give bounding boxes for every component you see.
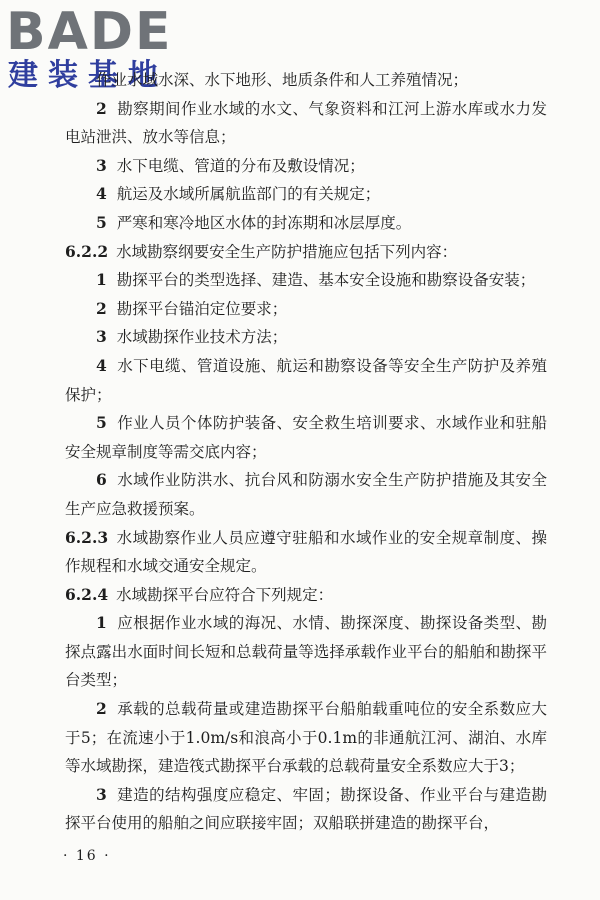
paragraph-text: 承载的总载荷量或建造勘探平台船舶载重吨位的安全系数应大于5；在流速小于1.0m/s和浪高小于0.1m的非通航江河、湖泊、水库等水域勘探，建造筏式勘探平台承载的总载荷量安全系数应大于3；: [65, 700, 547, 776]
logo-wordmark: BADE: [6, 2, 173, 62]
clause-number: 6.2.4: [65, 584, 109, 604]
paragraph-text: 水下电缆、管道的分布及敷设情况；: [116, 156, 365, 175]
list-item-paragraph: [65, 66, 547, 95]
list-item-paragraph: [65, 209, 547, 238]
list-item-paragraph: [65, 409, 547, 466]
item-number: 6: [96, 470, 107, 490]
item-number: 5: [96, 413, 107, 433]
item-number: 4: [96, 355, 107, 375]
item-number: 3: [96, 784, 107, 804]
paragraph-text: 作业人员个体防护装备、安全救生培训要求、水域作业和驻船安全规章制度等需交底内容；: [65, 414, 547, 461]
paragraph-text: 水域勘探平台应符合下列规定：: [116, 585, 334, 604]
clause-paragraph: [65, 581, 547, 610]
item-number: 5: [96, 212, 107, 232]
list-item-paragraph: [65, 295, 547, 324]
list-item-paragraph: [65, 466, 547, 523]
paragraph-text: 建造的结构强度应稳定、牢固；勘探设备、作业平台与建造勘探平台使用的船舶之间应联接牢固；双船联拼建造的勘探平台，: [65, 785, 547, 833]
list-item-paragraph: [65, 781, 547, 838]
list-item-paragraph: [65, 266, 547, 295]
item-number: 1: [96, 270, 107, 290]
item-number: 2: [96, 98, 107, 118]
paragraph-text: 勘察期间作业水域的水文、气象资料和江河上游水库或水力发电站泄洪、放水等信息；: [65, 99, 547, 147]
clause-number: 6.2.3: [65, 527, 109, 547]
paragraph-text: 水域勘察纲要安全生产防护措施应包括下列内容：: [116, 242, 458, 261]
paragraph-text: 水下电缆、管道设施、航运和勘察设备等安全生产防护及养殖保护；: [65, 356, 547, 404]
paragraph-text: 严寒和寒冷地区水体的封冻期和冰层厚度。: [116, 213, 412, 232]
list-item-paragraph: [65, 180, 547, 209]
item-number: 2: [96, 699, 107, 719]
paragraph-text: 航运及水域所属航监部门的有关规定；: [116, 185, 381, 204]
logo-chinese-name: 建装基地: [8, 58, 168, 93]
paragraph-text: 水域勘察作业人员应遵守驻船和水域作业的安全规章制度、操作规程和水域交通安全规定。: [65, 528, 547, 576]
item-number: 4: [96, 184, 107, 204]
paragraph-text: 作业水域水深、水下地形、地质条件和人工养殖情况；: [96, 71, 469, 89]
clause-paragraph: [65, 524, 547, 581]
paragraph-text: 勘探平台的类型选择、建造、基本安全设施和勘察设备安装；: [116, 271, 536, 290]
list-item-paragraph: [65, 323, 547, 352]
item-number: 2: [96, 298, 107, 318]
list-item-paragraph: [65, 95, 547, 152]
list-item-paragraph: [65, 152, 547, 181]
page-number: · 16 ·: [63, 848, 111, 864]
item-number: 3: [96, 327, 107, 347]
paragraph-text: 应根据作业水域的海况、水情、勘探深度、勘探设备类型、勘探点露出水面时间长短和总载荷量等选择承载作业平台的船舶和勘探平台类型；: [65, 614, 547, 690]
list-item-paragraph: [65, 609, 547, 695]
paragraph-text: 水域作业防洪水、抗台风和防溺水安全生产防护措施及其安全生产应急救援预案。: [65, 471, 547, 518]
paragraph-text: 勘探平台锚泊定位要求；: [116, 299, 288, 318]
list-item-paragraph: [65, 352, 547, 409]
clause-number: 6.2.2: [65, 241, 109, 261]
document-body: [65, 66, 547, 838]
item-number: 1: [96, 613, 107, 633]
paragraph-text: 水域勘探作业技术方法；: [116, 328, 288, 347]
clause-paragraph: [65, 238, 547, 267]
item-number: 3: [96, 155, 107, 175]
list-item-paragraph: [65, 695, 547, 781]
